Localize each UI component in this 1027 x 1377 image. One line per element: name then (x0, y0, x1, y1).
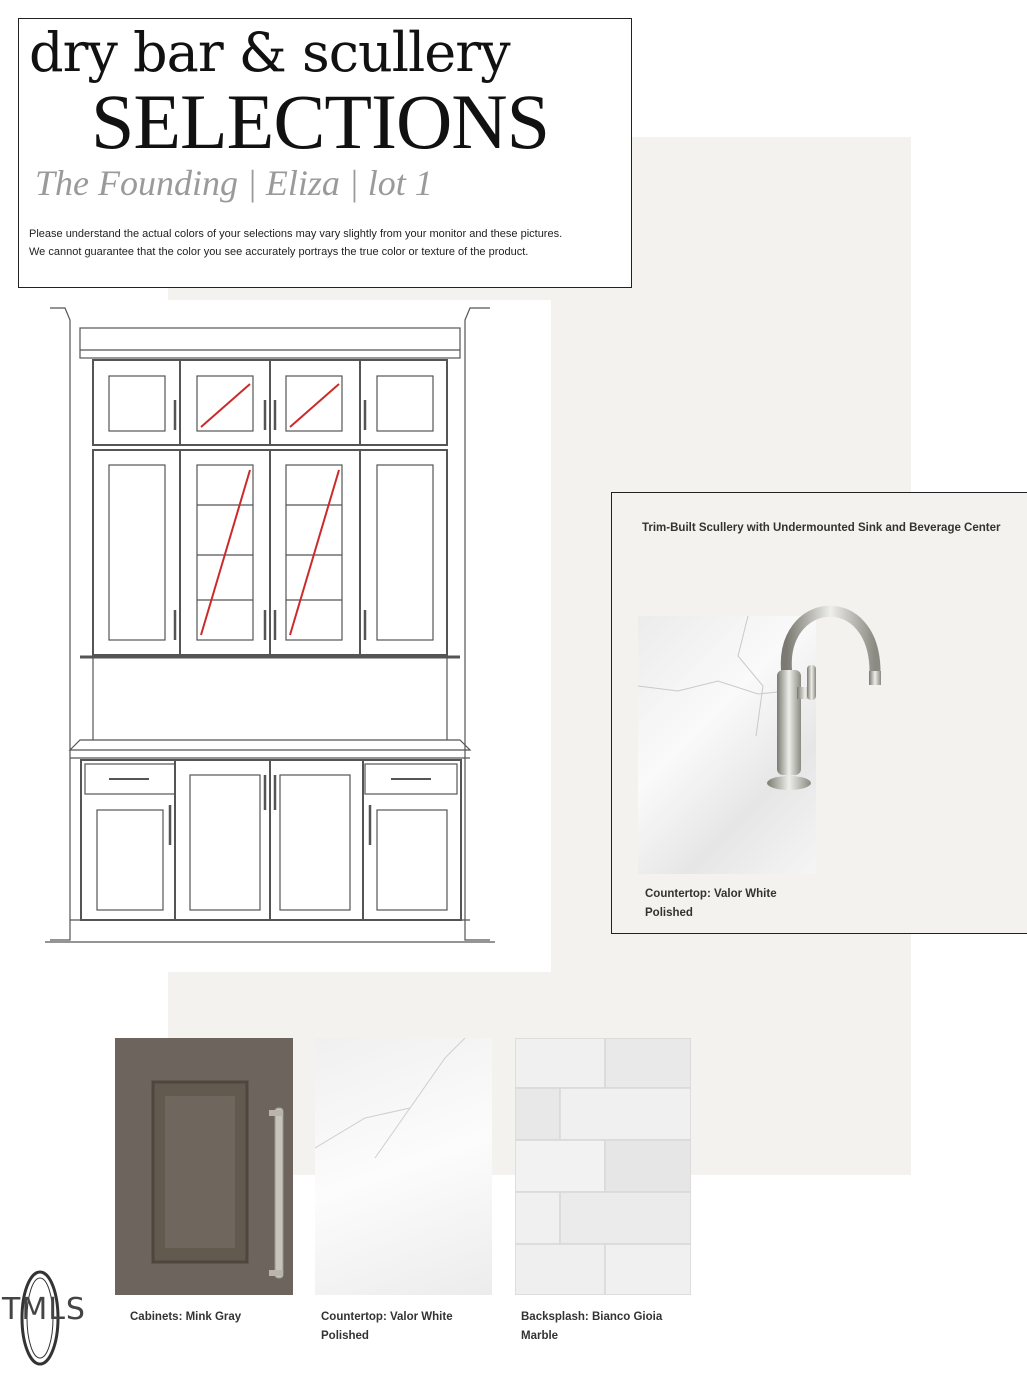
cabinet-caption: Cabinets: Mink Gray (130, 1311, 242, 1323)
mls-watermark: TMLS (2, 1292, 86, 1327)
backsplash-swatch (515, 1038, 691, 1295)
backsplash-caption: Backsplash: Bianco Gioia Marble (521, 1311, 663, 1342)
disclaimer-text: Please understand the actual colors of your selections may vary slightly from your monitor and these pictures. We cannot guarantee that the color you see accurately portrays the true color or texture of the product. (29, 228, 563, 258)
title-line-1: dry bar & scullery (29, 21, 510, 84)
cabinet-door-illustration (115, 1038, 293, 1295)
scullery-countertop-caption: Countertop: Valor White Polished (645, 888, 777, 919)
subtitle: The Founding | Eliza | lot 1 (35, 163, 433, 203)
scullery-title: Trim-Built Scullery with Undermounted Sink and Beverage Center (642, 522, 1001, 534)
countertop-swatch (315, 1038, 492, 1295)
cabinet-elevation-svg (25, 300, 551, 972)
title-box (18, 18, 632, 288)
scullery-card (611, 492, 1027, 934)
backsplash-tiles (515, 1038, 691, 1295)
cabinet-elevation-drawing (25, 300, 551, 972)
faucet-image (757, 575, 897, 805)
countertop-caption: Countertop: Valor White Polished (321, 1311, 453, 1342)
countertop-veins (315, 1038, 492, 1295)
title-line-2: SELECTIONS (91, 78, 549, 165)
cabinet-swatch (115, 1038, 293, 1295)
